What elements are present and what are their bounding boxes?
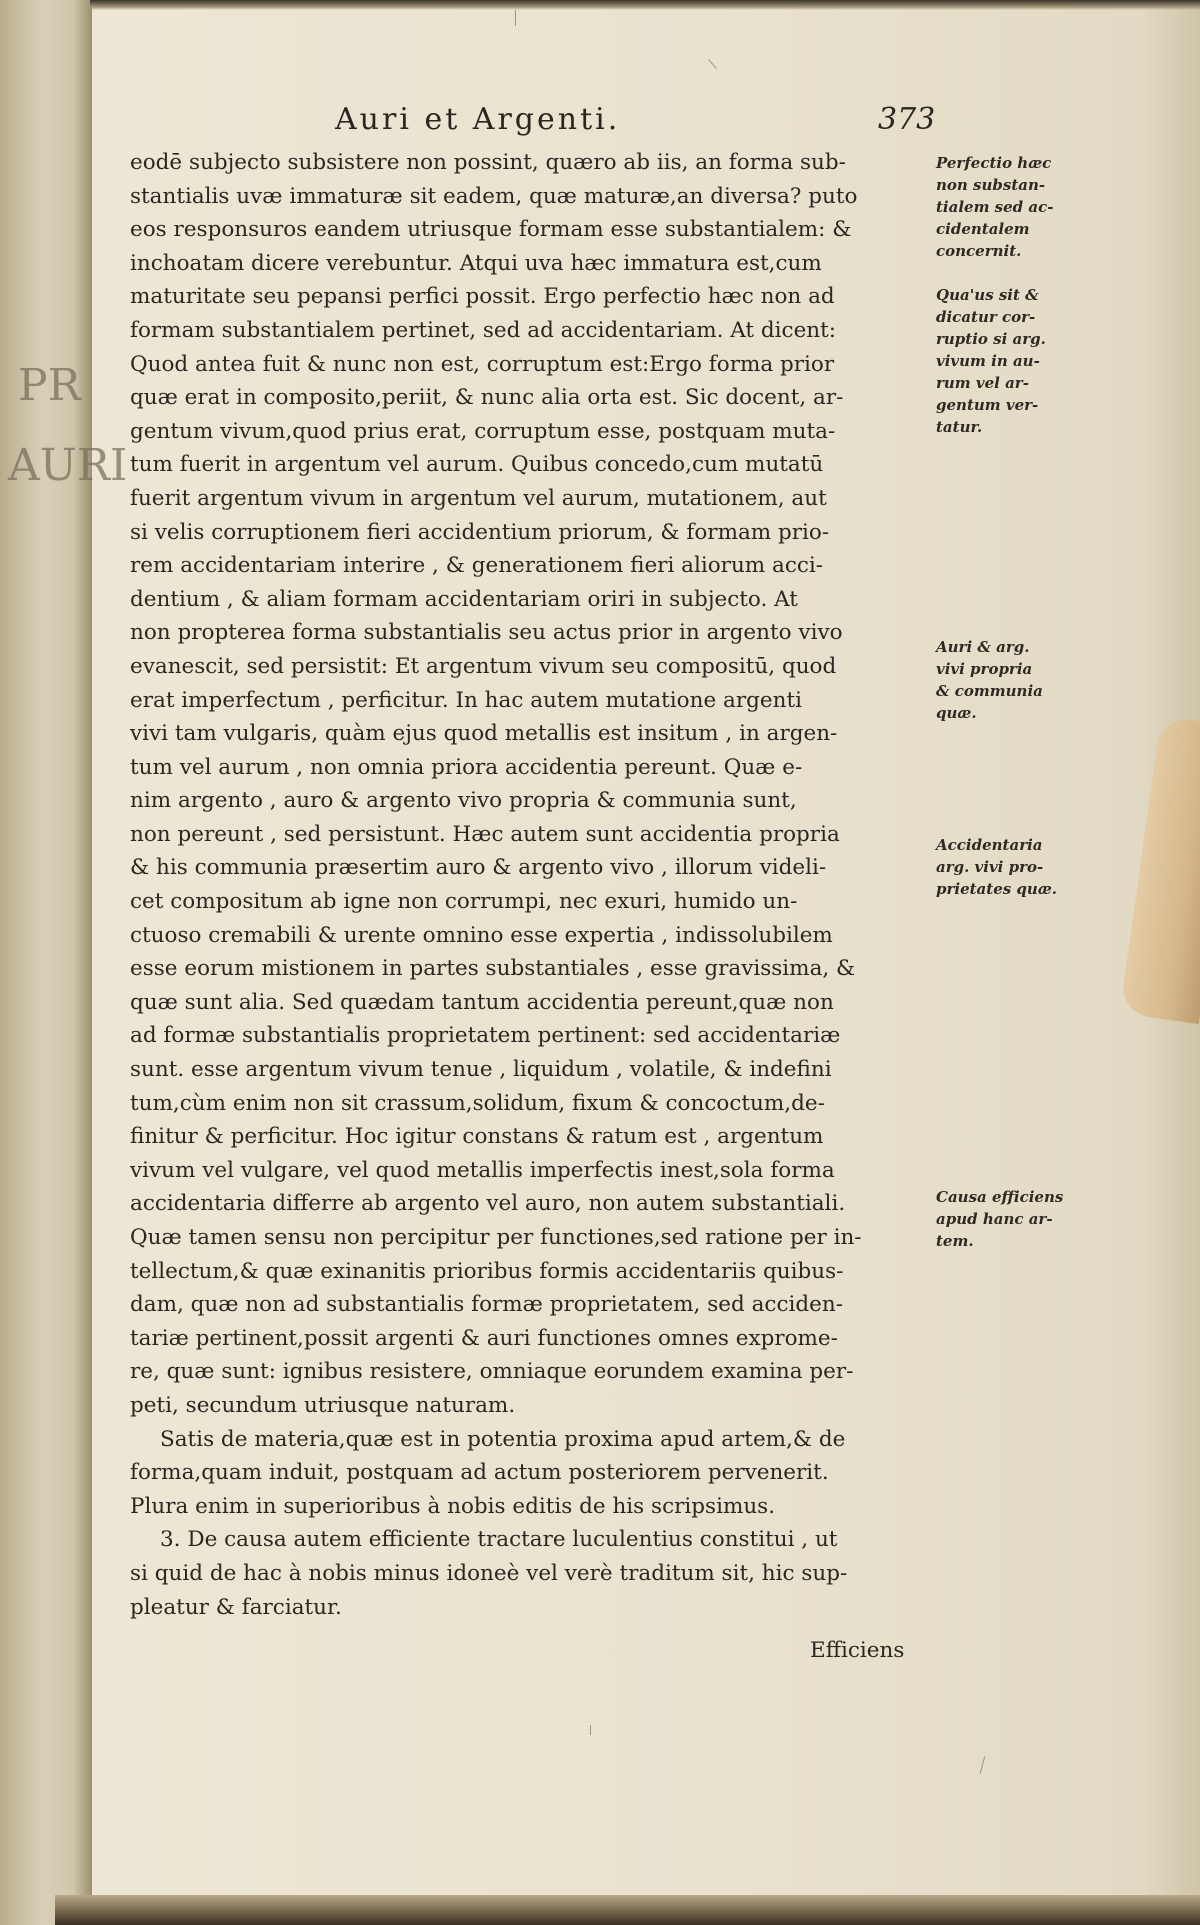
margin-note: quæ. [936,704,977,722]
margin-note [936,746,1176,768]
page-bottom-edge [55,1895,1200,1925]
margin-note: Perfectio hæc [936,154,1052,172]
margin-note: rum vel ar- [936,374,1029,392]
text-line: quæ sunt alia. Sed quædam tantum accidentia pereunt,quæ non [130,989,834,1015]
margin-note: concernit. [936,242,1022,260]
margin-note: & communia [936,682,1043,700]
paper-mark [590,1725,591,1735]
margin-note: apud hanc ar- [936,1210,1053,1228]
margin-notes [936,152,1176,1252]
text-line: eos responsuros eandem utriusque formam esse substantialem: & [130,217,852,243]
text-line: Satis de materia,quæ est in potentia proxima apud artem,& de [160,1426,846,1452]
page-number: 373 [878,102,936,137]
margin-note: Causa efficiens [936,1188,1064,1206]
margin-note [936,262,1176,284]
margin-note [936,922,1176,944]
text-line: tellectum,& quæ exinanitis prioribus formis accidentariis quibus- [130,1258,844,1284]
margin-note [936,944,1176,966]
text-line: vivi tam vulgaris, quàm ejus quod metallis est insitum , in argen- [130,721,838,747]
margin-note [936,1164,1176,1186]
text-line: accidentaria differre ab argento vel auro, non autem substantiali. [130,1191,846,1217]
text-line: dentium , & aliam formam accidentariam oriri in subjecto. At [130,586,798,612]
text-line: eodē subjecto subsistere non possint, quæro ab iis, an forma sub- [130,150,846,175]
text-line: Quod antea fuit & nunc non est, corruptum est:Ergo forma prior [130,351,835,377]
paper-mark [708,59,716,69]
margin-note: tatur. [936,418,983,436]
text-line: si velis corruptionem fieri accidentium priorum, & formam prio- [130,519,830,545]
margin-note: cidentalem [936,220,1030,238]
margin-note [936,460,1176,482]
margin-note [936,812,1176,834]
margin-note [936,724,1176,746]
margin-note [936,548,1176,570]
text-line: rem accidentariam interire , & generationem fieri aliorum acci- [130,553,824,579]
margin-note [936,900,1176,922]
text-line: nim argento , auro & argento vivo propria & communia sunt, [130,788,797,814]
margin-note: vivum in au- [936,352,1040,370]
text-line: si quid de hac à nobis minus idoneè vel verè traditum sit, hic sup- [130,1560,848,1586]
text-line: gentum vivum,quod prius erat, corruptum esse, postquam muta- [130,418,836,444]
text-line: re, quæ sunt: ignibus resistere, omniaque eorundem examina per- [130,1359,854,1385]
text-line: tariæ pertinent,possit argenti & auri functiones omnes exprome- [130,1325,838,1351]
margin-note: vivi propria [936,660,1033,678]
margin-note: tialem sed ac- [936,198,1054,216]
page-top-edge [90,0,1200,10]
gutter-bleed-text: PR [18,360,81,411]
margin-note: ruptio si arg. [936,330,1046,348]
margin-note [936,526,1176,548]
margin-note: gentum ver- [936,396,1039,414]
text-line: formam substantialem pertinet, sed ad accidentariam. At dicent: [130,317,837,343]
margin-note [936,482,1176,504]
margin-note [936,1120,1176,1142]
margin-note: tem. [936,1232,974,1250]
margin-note [936,790,1176,812]
text-line: inchoatam dicere verebuntur. Atqui uva hæc immatura est,cum [130,250,822,276]
text-line: dam, quæ non ad substantialis formæ proprietatem, sed acciden- [130,1292,843,1318]
text-line: cet compositum ab igne non corrumpi, nec exuri, humido un- [130,889,798,915]
margin-note [936,438,1176,460]
margin-note: arg. vivi pro- [936,858,1044,876]
text-line: maturitate seu pepansi perfici possit. Ergo perfectio hæc non ad [130,284,835,310]
margin-note: Qua'us sit & [936,286,1039,304]
text-line: Quæ tamen sensu non percipitur per functiones,sed ratione per in- [130,1225,862,1250]
text-line: fuerit argentum vivum in argentum vel aurum, mutationem, aut [130,485,827,511]
text-line: 3. De causa autem efficiente tractare luculentius constitui , ut [160,1527,838,1553]
margin-note [936,768,1176,790]
paper-mark [515,10,516,26]
paper-mark [980,1756,986,1774]
margin-note [936,1032,1176,1054]
gutter-bleed-text: AURI [8,440,128,491]
body-text [130,146,930,1624]
text-line: erat imperfectum , perficitur. In hac autem mutatione argenti [130,687,802,713]
margin-note [936,570,1176,592]
book-gutter [0,0,128,1925]
running-title: Auri et Argenti. [335,102,621,137]
text-line: tum vel aurum , non omnia priora accidentia pereunt. Quæ e- [130,754,803,780]
text-line: non pereunt , sed persistunt. Hæc autem sunt accidentia propria [130,821,840,847]
text-line: tum,cùm enim non sit crassum,solidum, fixum & concoctum,de- [130,1090,825,1116]
margin-note: non substan- [936,176,1046,194]
margin-note: prietates quæ. [936,880,1058,898]
margin-note [936,504,1176,526]
margin-note: dicatur cor- [936,308,1036,326]
text-line: stantialis uvæ immaturæ sit eadem, quæ maturæ,an diversa? puto [130,183,858,209]
margin-note [936,614,1176,636]
margin-note [936,966,1176,988]
margin-note: Accidentaria [936,836,1043,854]
text-line: peti, secundum utriusque naturam. [130,1392,516,1418]
text-line: & his communia præsertim auro & argento vivo , illorum videli- [130,855,827,881]
margin-note [936,1010,1176,1032]
margin-note: Auri & arg. [936,638,1030,656]
text-line: ad formæ substantialis proprietatem pertinent: sed accidentariæ [130,1023,841,1049]
margin-note [936,1142,1176,1164]
text-line: ctuoso cremabili & urente omnino esse expertia , indissolubilem [130,922,833,948]
text-line: sunt. esse argentum vivum tenue , liquidum , volatile, & indefini [130,1057,832,1083]
margin-note [936,1076,1176,1098]
text-line: esse eorum mistionem in partes substantiales , esse gravissima, & [130,956,856,982]
catchword: Efficiens [810,1638,905,1663]
text-line: Plura enim in superioribus à nobis editis de his scripsimus. [130,1493,776,1519]
margin-note [936,988,1176,1010]
text-line: finitur & perficitur. Hoc igitur constans & ratum est , argentum [130,1124,824,1150]
margin-note [936,592,1176,614]
text-line: evanescit, sed persistit: Et argentum vivum seu compositū, quod [130,653,837,679]
text-line: quæ erat in composito,periit, & nunc alia orta est. Sic docent, ar- [130,385,844,411]
text-line: non propterea forma substantialis seu actus prior in argento vivo [130,620,843,646]
margin-note [936,1098,1176,1120]
text-line: pleatur & farciatur. [130,1594,342,1620]
text-line: forma,quam induit, postquam ad actum posteriorem pervenerit. [130,1460,829,1486]
text-line: tum fuerit in argentum vel aurum. Quibus concedo,cum mutatū [130,452,824,478]
text-line: vivum vel vulgare, vel quod metallis imperfectis inest,sola forma [130,1157,835,1183]
margin-note [936,1054,1176,1076]
